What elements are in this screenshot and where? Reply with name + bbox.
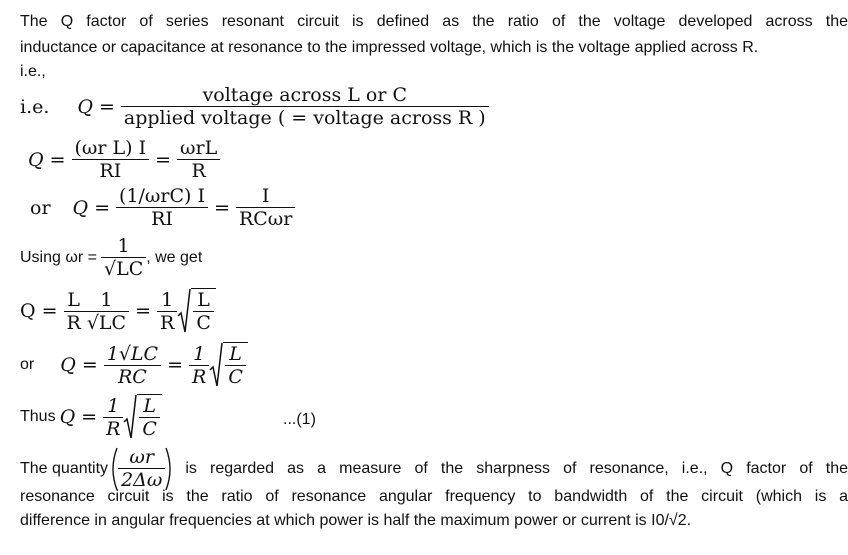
eq5-f1-den: R: [64, 311, 84, 334]
eq6-f1-num: 1√LC: [106, 342, 159, 365]
eq7-radical: [123, 394, 162, 440]
eq6-lead: or: [20, 356, 35, 373]
eq7-rad-num: L: [143, 395, 156, 417]
eq1-lhs: Q: [77, 95, 93, 118]
eq5-fraction-1: [64, 289, 84, 334]
eq3-denominator-1: RI: [116, 207, 208, 230]
radical-sign-icon: [209, 342, 223, 388]
eq4-fraction: [101, 235, 146, 280]
eq5-radical: [177, 288, 216, 334]
eq5-fraction-2: [84, 289, 129, 334]
outro-line-2: resonance circuit is the ratio of resonance angular frequency to bandwidth of the circuit (which is a: [20, 488, 848, 505]
left-paren-icon: [108, 447, 118, 491]
eq5-f3-num: 1: [161, 288, 174, 311]
eq6-fraction-2: [189, 343, 209, 388]
eq4-numerator: 1: [117, 235, 130, 257]
eq3-lead: or: [30, 196, 51, 219]
eq5-f1-num: L: [67, 288, 80, 311]
eq6-rad-num: L: [229, 343, 242, 365]
outro-frac-num: ωr: [129, 446, 154, 468]
eq2-numerator-2: ωrL: [180, 137, 218, 159]
eq3-numerator-1: (1/ωrC) I: [119, 185, 206, 207]
eq4-tail: , we get: [146, 248, 203, 266]
radical-sign-icon: [177, 288, 191, 334]
equation-4: [20, 235, 202, 280]
eq5-f3-den: R: [157, 311, 177, 334]
eq5-rad-num: L: [197, 289, 210, 311]
eq2-fraction-1: [72, 137, 150, 182]
eq6-lhs: Q: [60, 354, 76, 376]
eq7-den: R: [103, 417, 123, 440]
outro-line-3: difference in angular frequencies at which power is half the maximum power or current is I0/√2.: [20, 512, 692, 529]
eq5-fraction-3: [157, 289, 177, 334]
eq7-lhs: Q: [59, 406, 76, 428]
eq2-denominator-1: RI: [72, 159, 150, 182]
eq1-numerator: voltage across L or C: [202, 84, 408, 106]
eq7-rad-den: C: [139, 417, 160, 440]
eq2-denominator-2: R: [177, 159, 220, 182]
eq3-numerator-2: I: [261, 185, 270, 207]
eq2-fraction-2: [177, 137, 220, 182]
eq1-fraction: [121, 84, 489, 129]
outro-part-1: The quantity: [20, 459, 109, 477]
eq6-f1-den: RC: [104, 365, 161, 388]
equation-7: Thus Q = $\frac{1}{R}$ $\frac{L}{C}$: [20, 394, 162, 440]
equation-5: Q = $\frac{L}{R}$ $\frac{1}{√LC}$ = $\frac{1}{R}$ $\frac{L}{C}$: [20, 288, 216, 334]
eq7-num: 1: [107, 394, 120, 417]
eq6-rad-den: C: [225, 365, 246, 388]
eq1-lead: i.e.: [20, 95, 50, 118]
eq3-lhs: Q: [72, 196, 89, 219]
equation-1: i.e. Q = $\frac{\text{voltage across L or C}}{\text{applied voltage ( = voltage across R )}}$: [20, 84, 489, 129]
eq6-radical: [209, 342, 248, 388]
eq7-fraction: [103, 395, 123, 440]
eq4-lead: Using ωr =: [20, 248, 97, 266]
equation-3: or Q = $\frac{\text{(1/ωrC) I}}{RI}$ = $\frac{I}{\text{RCωr}}$: [30, 185, 295, 230]
eq6-f2-num: 1: [193, 342, 206, 365]
eq3-denominator-2: RCωr: [236, 207, 295, 230]
eq5-lhs: Q: [20, 300, 36, 322]
eq2-numerator-1: (ωr L) I: [74, 137, 147, 159]
radical-sign-icon: [123, 394, 137, 440]
eq5-rad-den: C: [193, 311, 214, 334]
equation-2: Q = $\frac{\text{(ωr L) I}}{RI}$ = $\frac{\text{ωrL}}{R}$: [28, 137, 220, 182]
outro-part-2: is regarded as a measure of the sharpness of resonance, i.e., Q factor of the: [185, 459, 848, 477]
intro-line-2: inductance or capacitance at resonance to the impressed voltage, which is the voltage applied across R.: [20, 39, 759, 56]
outro-frac-den: 2Δω: [118, 468, 165, 491]
eq5-f2-den: √LC: [84, 311, 129, 334]
equation-tag: ...(1): [283, 411, 316, 428]
intro-ie: i.e.,: [20, 63, 46, 80]
eq7-lead: Thus: [20, 408, 56, 425]
eq5-f2-num: 1: [100, 288, 113, 311]
intro-line-1: The Q factor of series resonant circuit is defined as the ratio of the voltage developed across the: [20, 13, 848, 30]
eq3-fraction-1: [116, 185, 208, 230]
eq4-denominator: √LC: [101, 257, 146, 280]
eq3-fraction-2: [236, 185, 295, 230]
eq6-f2-den: R: [189, 365, 209, 388]
eq1-denominator: applied voltage ( = voltage across R ): [121, 106, 489, 129]
eq2-lhs: Q: [28, 148, 44, 171]
equation-6: or Q = $\frac{1√LC}{RC}$ = $\frac{1}{R}$ $\frac{L}{C}$: [20, 342, 248, 388]
right-paren-icon: [165, 447, 175, 491]
eq6-fraction-1: [104, 343, 161, 388]
